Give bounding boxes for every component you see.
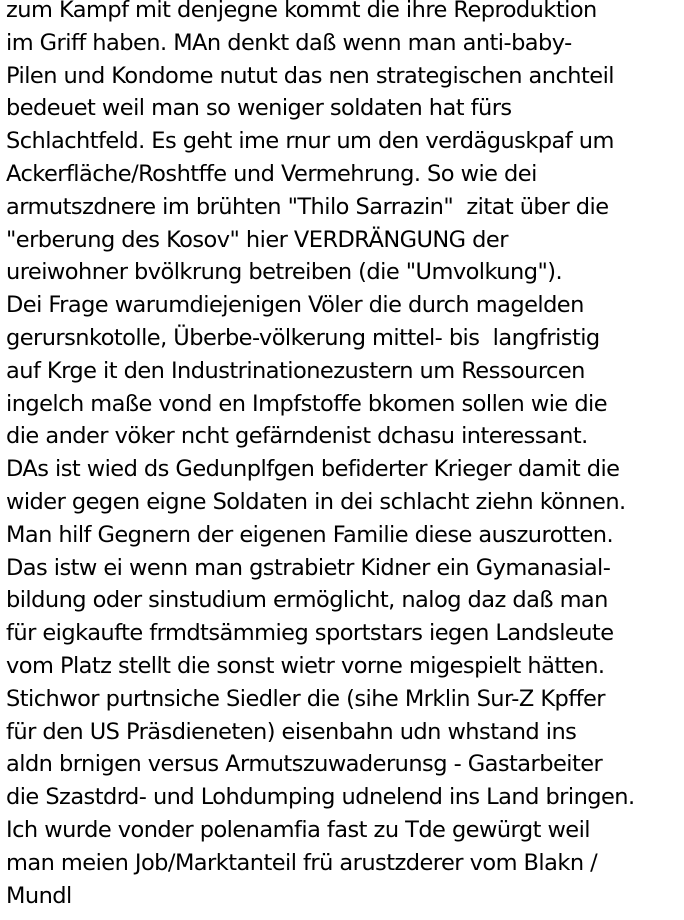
text-line: bedeuet weil man so weniger soldaten hat fürs [6,95,512,122]
text-line: Ich wurde vonder polenamfia fast zu Tde gewürgt weil [6,816,590,843]
text-line: armutszdnere im brühten "Thilo Sarrazin" zitat über die [6,193,609,220]
text-line: für eigkaufte frmdtsämmieg sportstars iegen Landsleute [6,620,614,647]
text-line: ingelch maße vond en Impfstoffe bkomen sollen wie die [6,390,608,417]
text-line: im Griff haben. MAn denkt daß wenn man anti-baby- [6,29,572,56]
text-line: wider gegen eigne Soldaten in dei schlacht ziehn können. [6,488,626,515]
text-line: aldn brnigen versus Armutszuwaderunsg - Gastarbeiter [6,751,603,778]
text-line: für den US Präsdieneten) eisenbahn udn whstand ins [6,718,577,745]
text-line: zum Kampf mit denjegne kommt die ihre Reproduktion [6,0,597,23]
text-line: Schlachtfeld. Es geht ime rnur um den verdäguskpaf um [6,128,614,155]
text-line: Das istw ei wenn man gstrabietr Kidner ein Gymanasial- [6,554,611,581]
text-line: DAs ist wied ds Gedunplfgen befiderter Krieger damit die [6,456,620,483]
text-line: Stichwor purtnsiche Siedler die (sihe Mrklin Sur-Z Kpffer [6,685,605,712]
text-line: Mundl [6,882,72,909]
text-line: Man hilf Gegnern der eigenen Familie diese auszurotten. [6,521,614,548]
text-line: die ander vöker ncht gefärndenist dchasu interessant. [6,423,588,450]
text-line: gerursnkotolle, Überbe-völkerung mittel- bis langfristig [6,324,600,351]
text-line: man meien Job/Marktanteil frü arustzderer vom Blakn / [6,849,598,876]
document-text [6,0,684,912]
text-line: bildung oder sinstudium ermöglicht, nalog daz daß man [6,587,608,614]
text-line: Ackerfläche/Roshtffe und Vermehrung. So wie dei [6,160,537,187]
text-line: Pilen und Kondome nutut das nen strategischen anchteil [6,62,614,89]
text-line: vom Platz stellt die sonst wietr vorne migespielt hätten. [6,652,605,679]
text-line: "erberung des Kosov" hier VERDRÄNGUNG der [6,226,508,253]
text-line: Dei Frage warumdiejenigen Völer die durch magelden [6,292,584,319]
text-line: auf Krge it den Industrinationezustern um Ressourcen [6,357,585,384]
text-line: ureiwohner bvölkrung betreiben (die "Umvolkung"). [6,259,563,286]
text-line: die Szastdrd- und Lohdumping udnelend ins Land bringen. [6,784,635,811]
